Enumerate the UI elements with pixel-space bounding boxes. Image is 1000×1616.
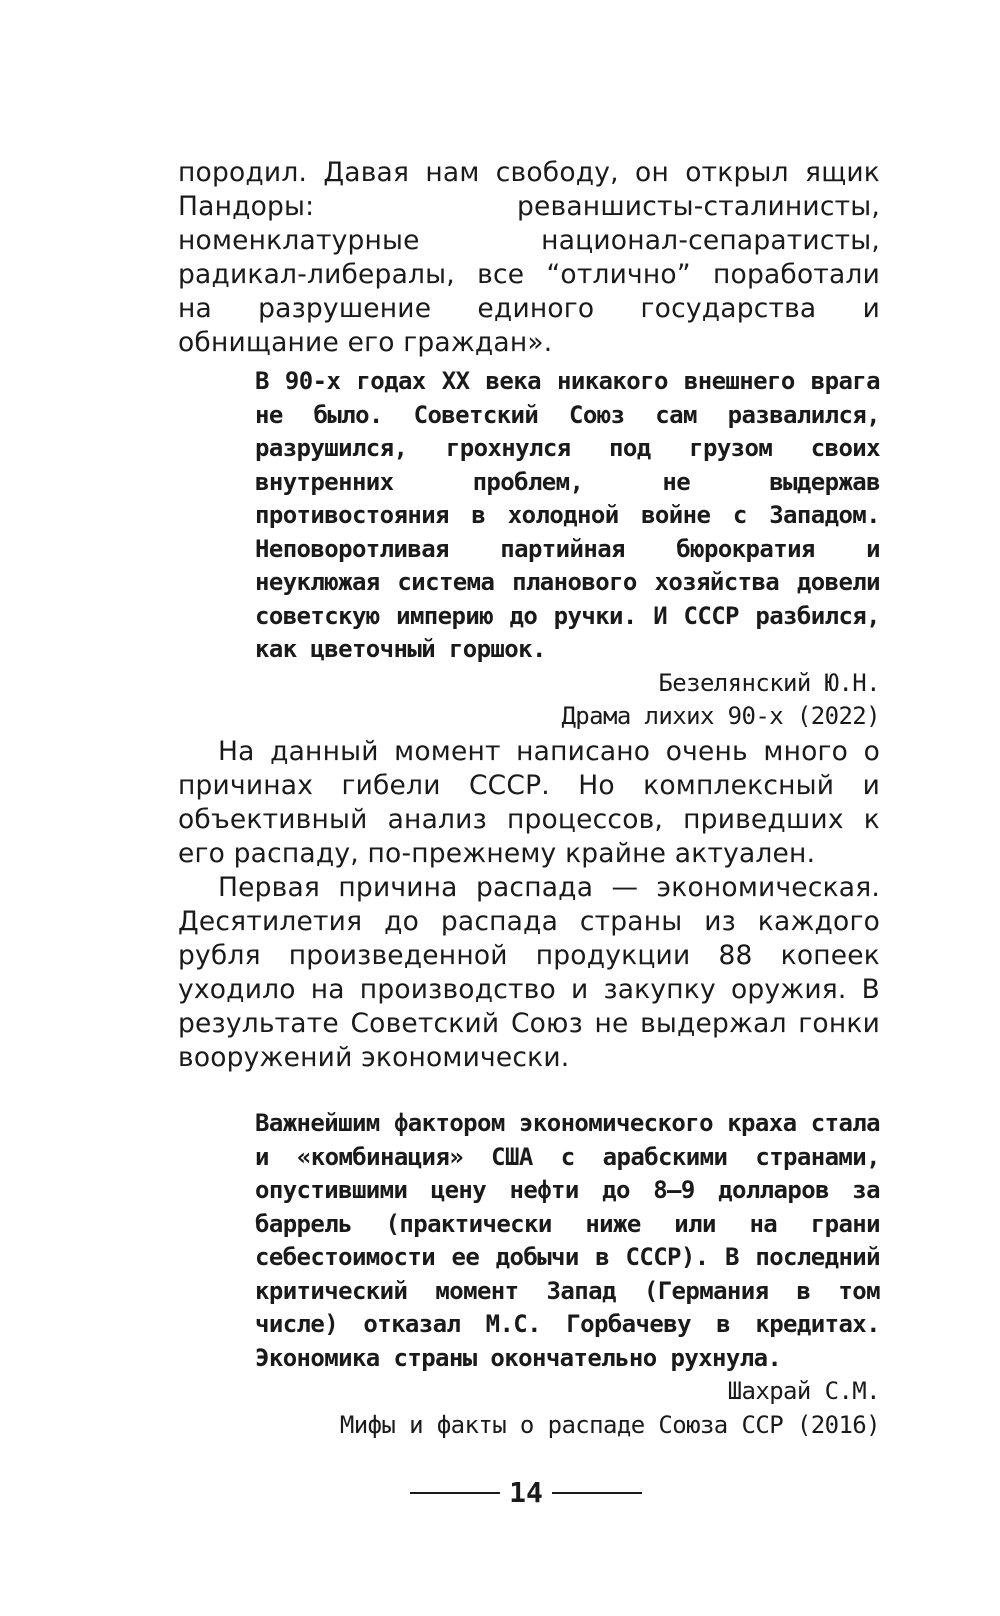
- intro-paragraph: [178, 156, 880, 360]
- page-footer: [0, 1474, 1000, 1514]
- quote-2-author: Шахрай С.М.: [727, 1377, 880, 1405]
- quote-2-source: Мифы и факты о распаде Союза ССР (2016): [339, 1410, 880, 1439]
- epigraph-quote-1: [255, 365, 880, 734]
- main-paragraphs: [178, 735, 880, 1075]
- footer-rule-right: [552, 1492, 642, 1494]
- quote-1-source: Драма лихих 90-х (2022): [561, 702, 880, 730]
- paragraph-2: На данный момент написано очень много о причинах гибели СССР. Но комплексный и объективный анализ процессов, приведших к его распаду, по-прежнему крайне актуален.: [178, 736, 880, 869]
- intro-paragraph-text: породил. Давая нам свободу, он открыл ящик Пандоры: реваншисты-сталинисты, номенклатурные национал-сепаратисты, радикал-либералы, все “отлично” поработали на разрушение единого государства и обнищание его граждан».: [178, 157, 880, 358]
- quote-2-text: Важнейшим фактором экономического краха стала и «комбинация» США с арабскими странами, опустившими цену нефти до 8–9 долларов за баррель (практически ниже или на грани себестоимости ее добычи в СССР). В последний критический момент Запад (Германия в том числе) отказал М.С. Горбачеву в кредитах. Экономика страны окончательно рухнула.: [255, 1109, 880, 1372]
- quote-1-author: Безелянский Ю.Н.: [658, 668, 880, 697]
- footer-rule-left: [410, 1492, 500, 1494]
- quote-1-text: В 90-х годах XX века никакого внешнего врага не было. Советский Союз сам развалился, разрушился, грохнулся под грузом своих внутренних проблем, не выдержав противостояния в холодной войне с Западом. Неповоротливая партийная бюрократия и неуклюжая система планового хозяйства довели советскую империю до ручки. И СССР разбился, как цветочный горшок.: [255, 367, 880, 663]
- page-number: 14: [509, 1476, 543, 1509]
- paragraph-3: Первая причина распада — экономическая. Десятилетия до распада страны из каждого рубля произведенной продукции 88 копеек уходило на производство и закупку оружия. В результате Советский Союз не выдержал гонки вооружений экономически.: [178, 872, 880, 1073]
- epigraph-quote-2: [255, 1107, 880, 1442]
